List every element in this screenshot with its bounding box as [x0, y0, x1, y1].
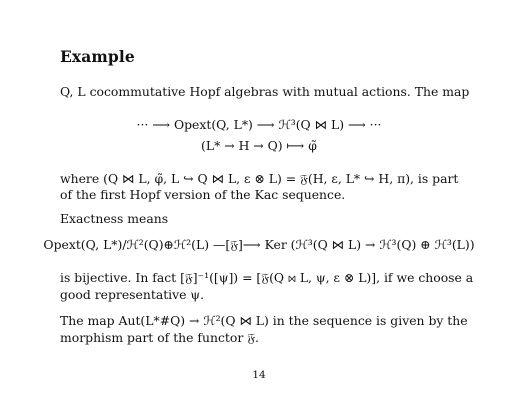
where-line-2: of the first Hopf version of the Kac sequence.: [60, 187, 346, 202]
slide-title: Example: [60, 47, 135, 66]
display-equation-mapping: (L* → H → Q) ⟼ φ̃: [201, 138, 317, 153]
display-equation-exactness: Opext(Q, L*)/ℋ²(Q)⊕ℋ²(L) —[𝔉]⟶ Ker (ℋ³(Q ⋈ L) → ℋ³(Q) ⊕ ℋ³(L)): [43, 237, 475, 252]
where-line-1: where (Q ⋈ L, φ̃, L ↪ Q ⋈ L, ε ⊗ L) = 𝔉(H, ε, L* ↪ H, π), is part: [60, 171, 459, 186]
map-line-1: The map Aut(L*#Q) → ℋ²(Q ⋈ L) in the sequence is given by the: [60, 313, 468, 328]
bijective-line-2: good representative ψ.: [60, 287, 205, 302]
intro-line: Q, L cocommutative Hopf algebras with mutual actions. The map: [60, 84, 470, 99]
display-equation-sequence: ··· ⟶ Opext(Q, L*) ⟶ ℋ³(Q ⋈ L) ⟶ ···: [136, 117, 382, 132]
bijective-line-1: is bijective. In fact [𝔉]⁻¹([ψ]) = [𝔉(Q ⋈ L, ψ, ε ⊗ L)], if we choose a: [60, 270, 474, 285]
exactness-line: Exactness means: [60, 211, 169, 226]
page-number: 14: [252, 369, 266, 381]
map-line-2: morphism part of the functor 𝔉.: [60, 330, 259, 345]
